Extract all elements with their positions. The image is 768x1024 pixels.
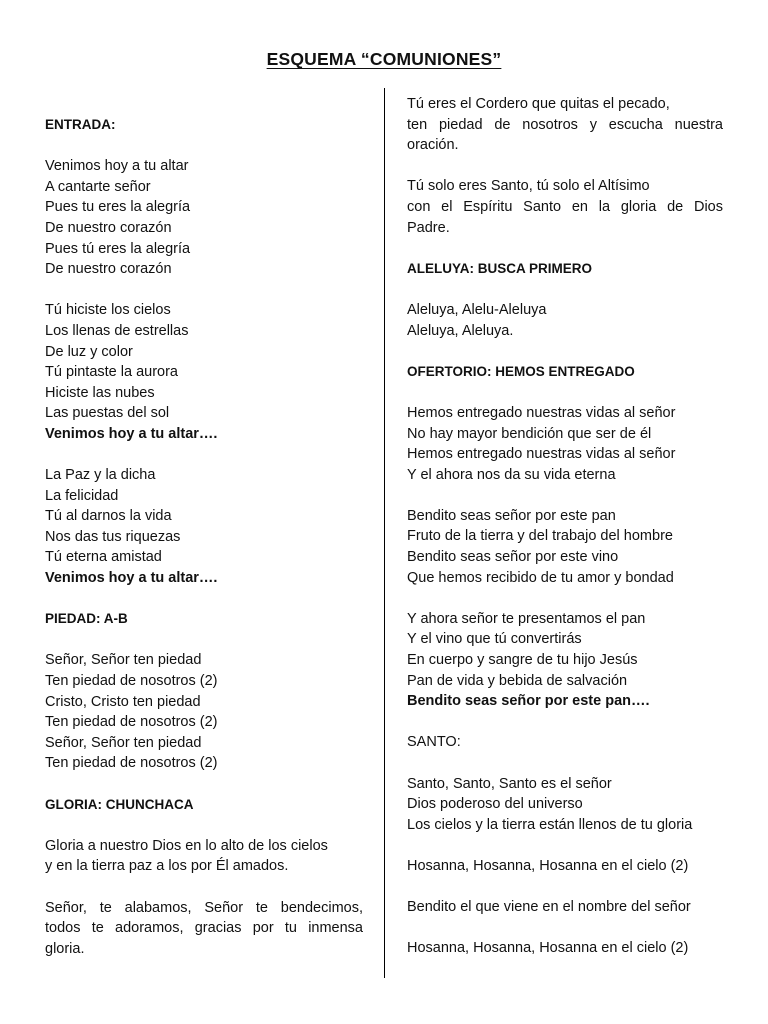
lyric-line: Padre. (407, 219, 450, 236)
lyric-line: Hemos entregado nuestras vidas al señor (407, 404, 676, 421)
lyric-line: Santo, Santo, Santo es el señor (407, 775, 612, 792)
lyric-line: Hosanna, Hosanna, Hosanna en el cielo (2) (407, 857, 689, 874)
lyric-line: todos te adoramos, gracias por tu inmensa (45, 920, 363, 937)
lyric-line: Señor, te alabamos, Señor te bendecimos, (45, 899, 363, 916)
section-heading-ofertorio: OFERTORIO: HEMOS ENTREGADO (407, 363, 635, 379)
lyric-line: Aleluya, Alelu-Aleluya (407, 301, 547, 318)
lyric-line: De luz y color (45, 343, 133, 360)
lyric-line: Y ahora señor te presentamos el pan (407, 610, 646, 627)
lyric-line: Pan de vida y bebida de salvación (407, 672, 628, 689)
lyric-line: Ten piedad de nosotros (2) (45, 755, 218, 772)
lyric-line: Las puestas del sol (45, 405, 170, 422)
refrain-line: Venimos hoy a tu altar…. (45, 570, 218, 587)
refrain-line: Venimos hoy a tu altar…. (45, 425, 218, 442)
lyric-line: De nuestro corazón (45, 261, 172, 278)
section-heading-santo: SANTO: (407, 734, 461, 751)
lyric-line: ten piedad de nosotros y escucha nuestra (407, 116, 723, 133)
lyric-line: A cantarte señor (45, 178, 151, 195)
lyric-line: Que hemos recibido de tu amor y bondad (407, 569, 674, 586)
lyric-line: Ten piedad de nosotros (2) (45, 673, 218, 690)
lyric-line: La felicidad (45, 487, 119, 504)
lyric-line: gloria. (45, 940, 85, 957)
lyric-line: Bendito el que viene en el nombre del señor (407, 899, 691, 916)
document-title: ESQUEMA “COMUNIONES” (266, 49, 502, 69)
lyric-line: Tú hiciste los cielos (45, 302, 171, 319)
section-heading-piedad: PIEDAD: A-B (45, 611, 128, 627)
lyric-line: Los llenas de estrellas (45, 322, 189, 339)
section-heading-entrada: ENTRADA: (45, 117, 116, 132)
lyric-line: Venimos hoy a tu altar (45, 158, 189, 175)
lyric-line: Pues tú eres la alegría (45, 240, 191, 257)
section-heading-aleluya: ALELUYA: BUSCA PRIMERO (407, 260, 593, 276)
refrain-line: Bendito seas señor por este pan…. (407, 693, 650, 710)
lyric-line: Ten piedad de nosotros (2) (45, 714, 218, 731)
lyric-line: con el Espíritu Santo en la gloria de Dios (407, 198, 723, 215)
column-divider (384, 88, 385, 978)
lyric-line: Cristo, Cristo ten piedad (45, 693, 201, 710)
lyric-line: Nos das tus riquezas (45, 528, 181, 545)
lyric-line: oración. (407, 137, 459, 154)
left-column (45, 115, 363, 959)
lyric-line: Tú eres el Cordero que quitas el pecado, (407, 96, 670, 112)
lyric-line: De nuestro corazón (45, 219, 172, 236)
lyric-line: Señor, Señor ten piedad (45, 734, 202, 751)
section-heading-gloria: GLORIA: CHUNCHACA (45, 796, 194, 812)
lyric-line: Aleluya, Aleluya. (407, 322, 514, 339)
lyric-line: Gloria a nuestro Dios en lo alto de los cielos (45, 837, 328, 854)
lyric-line: Bendito seas señor por este pan (407, 507, 616, 524)
lyric-line: Tú pintaste la aurora (45, 364, 178, 381)
lyric-line: Bendito seas señor por este vino (407, 549, 619, 566)
lyric-line: Los cielos y la tierra están llenos de tu gloria (407, 816, 693, 833)
lyric-line: La Paz y la dicha (45, 467, 156, 484)
lyric-line: Hosanna, Hosanna, Hosanna en el cielo (2) (407, 940, 689, 957)
right-column (407, 94, 723, 959)
lyric-line: Dios poderoso del universo (407, 796, 583, 813)
lyric-line: Tú al darnos la vida (45, 508, 172, 525)
lyric-line: No hay mayor bendición que ser de él (407, 425, 652, 442)
lyric-line: Tú eterna amistad (45, 549, 162, 566)
lyric-line: En cuerpo y sangre de tu hijo Jesús (407, 652, 638, 669)
lyric-line: Pues tu eres la alegría (45, 199, 191, 216)
lyric-line: Fruto de la tierra y del trabajo del hombre (407, 528, 673, 545)
lyric-line: Tú solo eres Santo, tú solo el Altísimo (407, 178, 650, 195)
lyric-line: Hiciste las nubes (45, 384, 155, 401)
lyric-line: Y el vino que tú convertirás (407, 631, 582, 648)
lyric-line: Y el ahora nos da su vida eterna (407, 466, 616, 483)
lyric-line: y en la tierra paz a los por Él amados. (45, 858, 289, 875)
lyric-line: Señor, Señor ten piedad (45, 652, 202, 669)
lyric-line: Hemos entregado nuestras vidas al señor (407, 446, 676, 463)
